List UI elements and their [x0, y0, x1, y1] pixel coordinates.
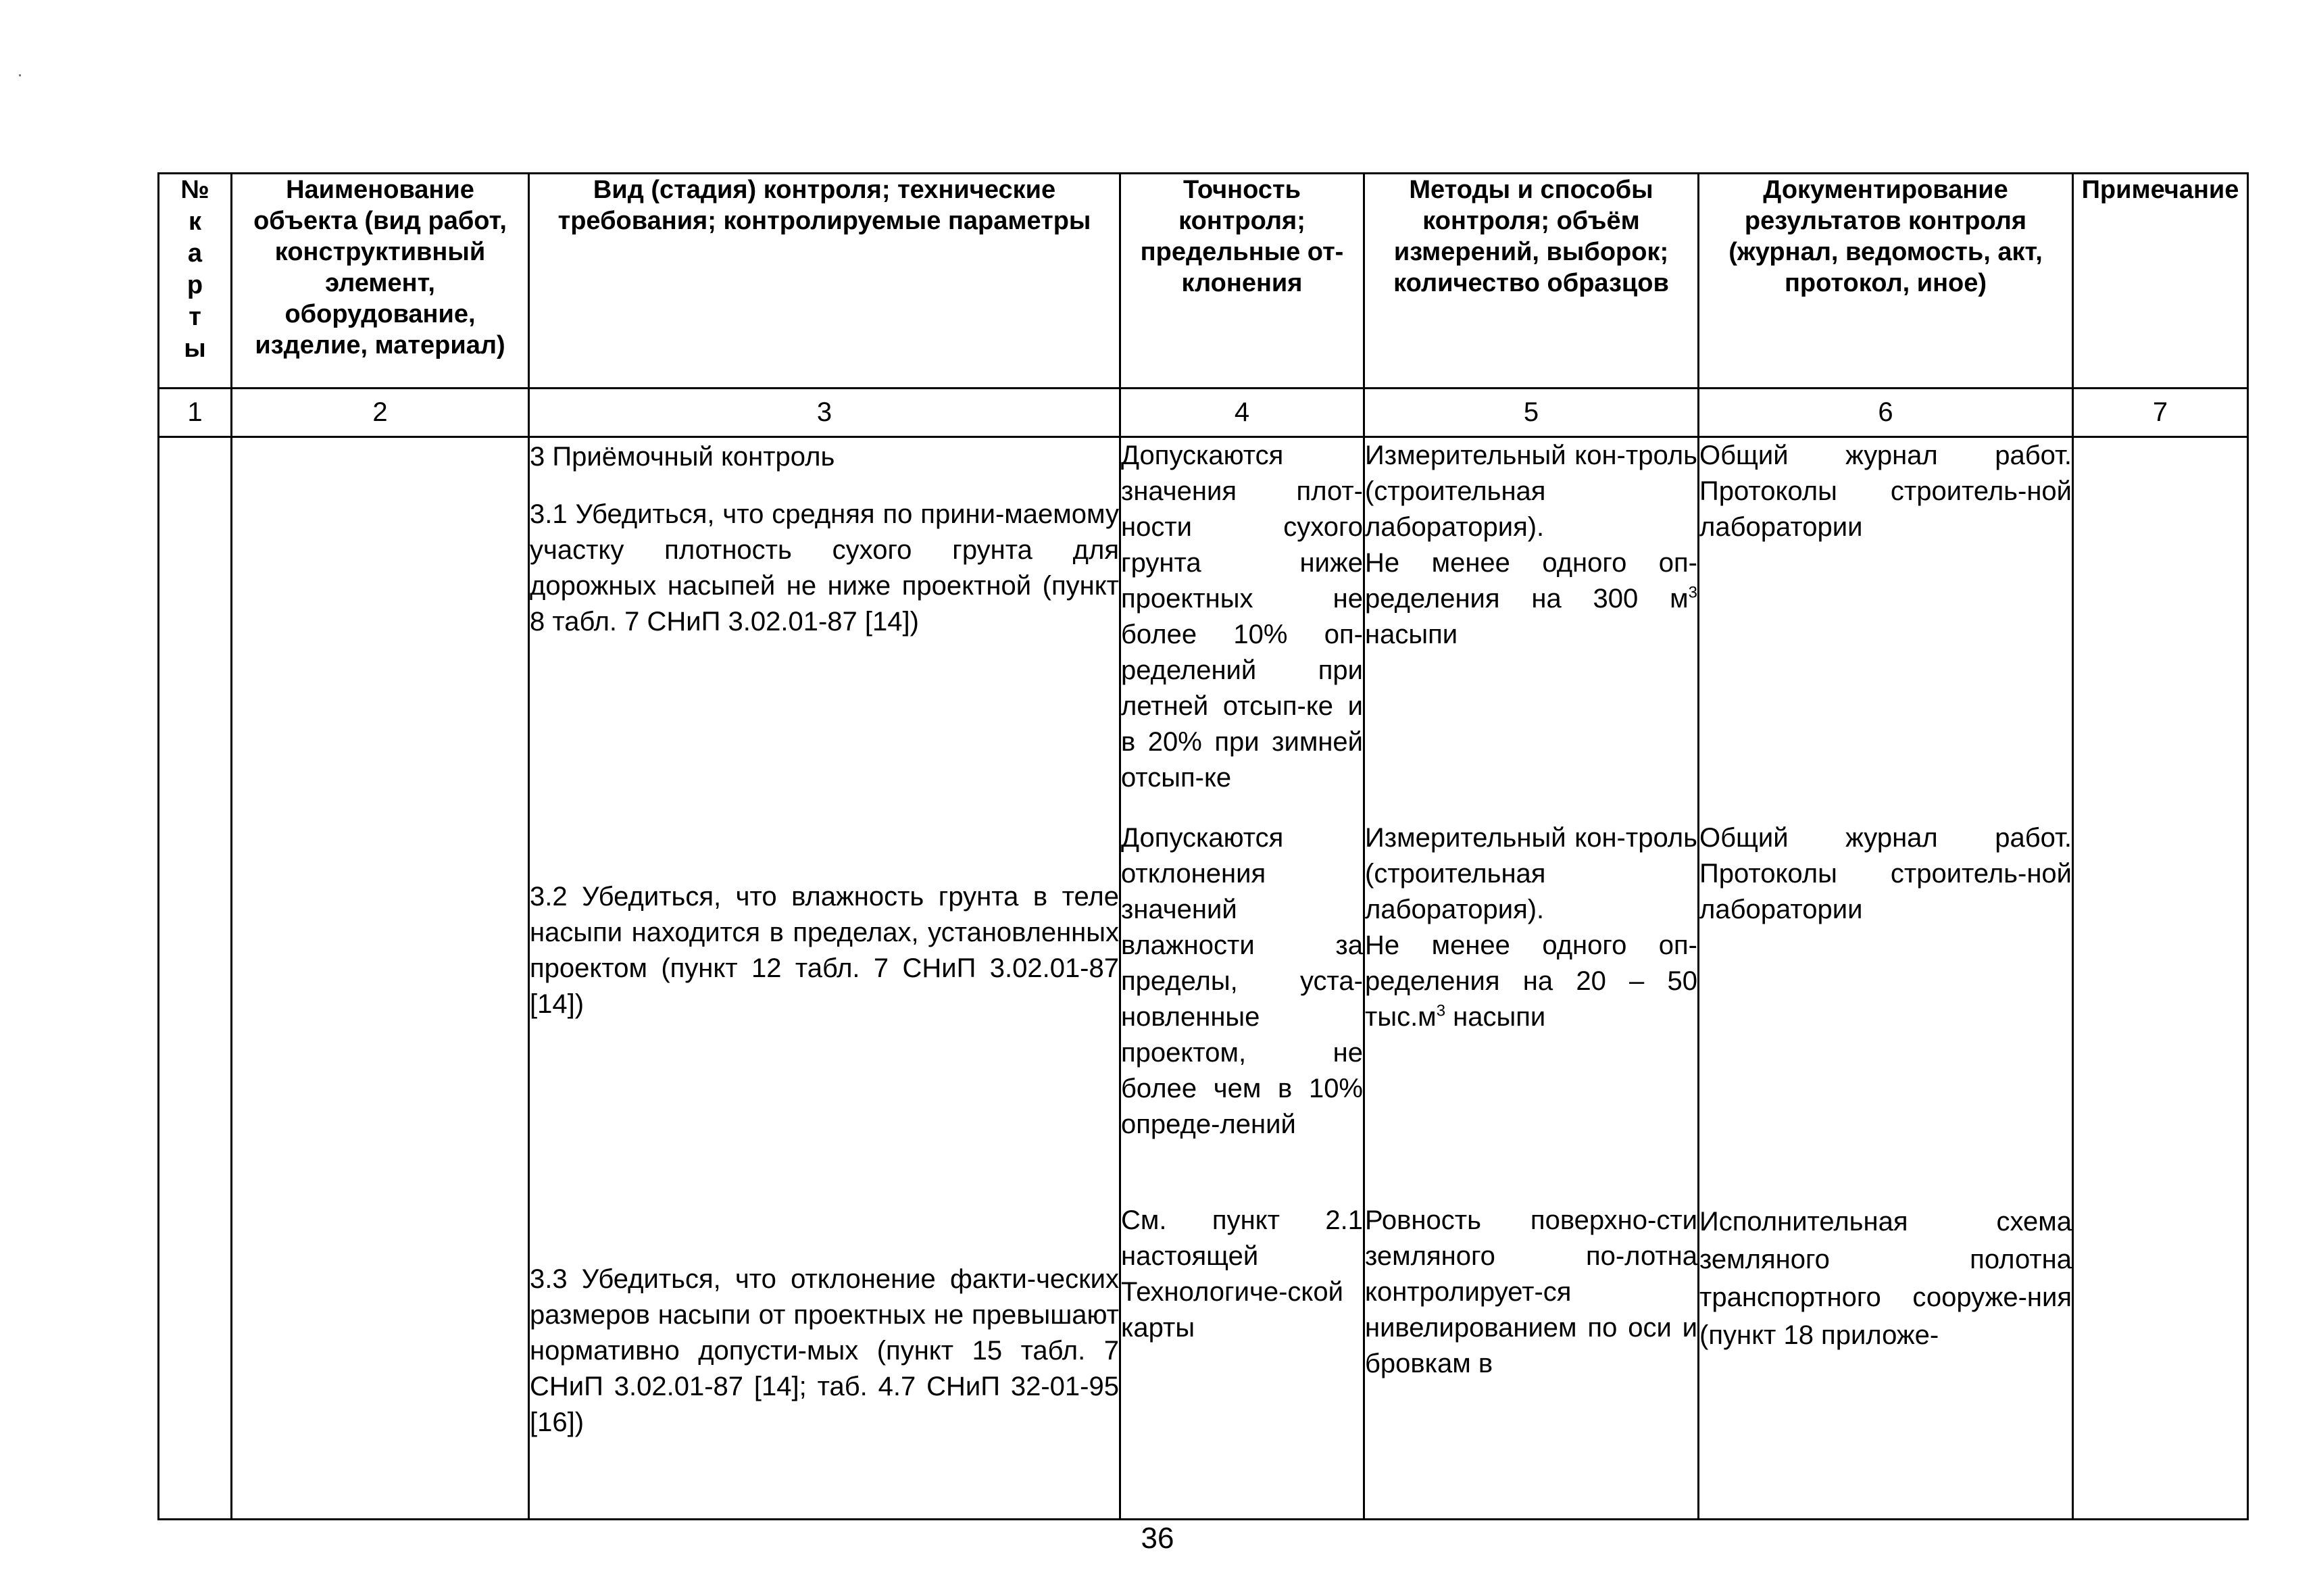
documentation-3-2: Общий журнал работ. Протоколы строитель-ной лаборатории: [1699, 823, 2072, 924]
tolerance-3-3: См. пункт 2.1 настоящей Технологиче-ской карты: [1121, 1205, 1363, 1343]
note-cell: [2073, 437, 2248, 1520]
column-number: 5: [1364, 389, 1699, 437]
card-number-cell: [159, 437, 232, 1520]
section-title: 3 Приёмочный контроль: [530, 442, 835, 472]
header-note: Примечание: [2073, 174, 2248, 389]
header-documentation: Документирование результатов контроля (журнал, ведомость, акт, протокол, иное): [1699, 174, 2073, 389]
requirements-cell: [529, 437, 1120, 1520]
method-3-2: [1365, 820, 1697, 1203]
tolerance-cell: [1120, 437, 1364, 1520]
column-number: 1: [159, 389, 232, 437]
scan-speck: [19, 74, 21, 76]
column-number-row: [159, 389, 2248, 437]
tolerance-3-1: Допускаются значения плот-ности сухого грунта ниже проектных не более 10% оп-ределений при летней отсып-ке и в 20% при зимней отсып-ке: [1121, 441, 1363, 793]
documentation-3-1: Общий журнал работ. Протоколы строитель-ной лаборатории: [1699, 441, 2072, 542]
method-3-3: Ровность поверхно-сти земляного по-лотна контролирует-ся нивелированием по оси и бровкам в: [1365, 1205, 1697, 1378]
method-3-2-a: Измерительный кон-троль (строительная лаборатория).: [1365, 823, 1697, 924]
requirement-3-3: 3.3 Убедиться, что отклонение факти-ческих размеров насыпи от проектных не превышают нормативно допусти-мых (пункт 15 табл. 7 СНиП 3.02.01-87 [14]; таб. 4.7 СНиП 32-01-95 [16]): [530, 1264, 1119, 1437]
control-table: [157, 172, 2249, 1520]
column-number: 7: [2073, 389, 2248, 437]
header-control-type: Вид (стадия) контроля; технические требования; контролируемые параметры: [529, 174, 1120, 389]
documentation-cell: [1699, 437, 2073, 1520]
column-number: 6: [1699, 389, 2073, 437]
page-number: 36: [1141, 1522, 1174, 1555]
tolerance-3-2: Допускаются отклонения значений влажности за пределы, уста-новленные проектом, не более чем в 10% опреде-лений: [1121, 823, 1363, 1139]
requirement-3-1: 3.1 Убедиться, что средняя по прини-маемому участку плотность сухого грунта для дорожных насыпей не ниже проектной (пункт 8 табл. 7 СНиП 3.02.01-87 [14]): [530, 499, 1119, 637]
column-number: 2: [232, 389, 529, 437]
column-number: 4: [1120, 389, 1364, 437]
requirement-3-2: 3.2 Убедиться, что влажность грунта в теле насыпи находится в пределах, установленных проектом (пункт 12 табл. 7 СНиП 3.02.01-87 [14]): [530, 882, 1119, 1019]
methods-cell: [1364, 437, 1699, 1520]
header-object-name: Наименование объекта (вид работ, конструктивный элемент, оборудование, изделие, материал): [232, 174, 529, 389]
header-row: [159, 174, 2248, 389]
header-card-number: № к а р т ы: [159, 174, 232, 389]
method-3-1: [1365, 438, 1697, 820]
method-3-1-b: Не менее одного оп-ределения на 300 $м^3$ насыпи: [1365, 548, 1697, 649]
table-row: [159, 437, 2248, 1520]
method-3-1-a: Измерительный кон-троль (строительная лаборатория).: [1365, 441, 1697, 542]
object-name-cell: [232, 437, 529, 1520]
documentation-3-3: Исполнительная схема земляного полотна транспортного сооруже-ния (пункт 18 приложе-: [1699, 1207, 2072, 1350]
header-accuracy: Точность контроля; предельные от-клонения: [1120, 174, 1364, 389]
column-number: 3: [529, 389, 1120, 437]
header-methods: Методы и способы контроля; объём измерений, выборок; количество образцов: [1364, 174, 1699, 389]
method-3-2-b: Не менее одного оп-ределения на 20 – 50 $тыс.м^3$ насыпи: [1365, 930, 1697, 1032]
